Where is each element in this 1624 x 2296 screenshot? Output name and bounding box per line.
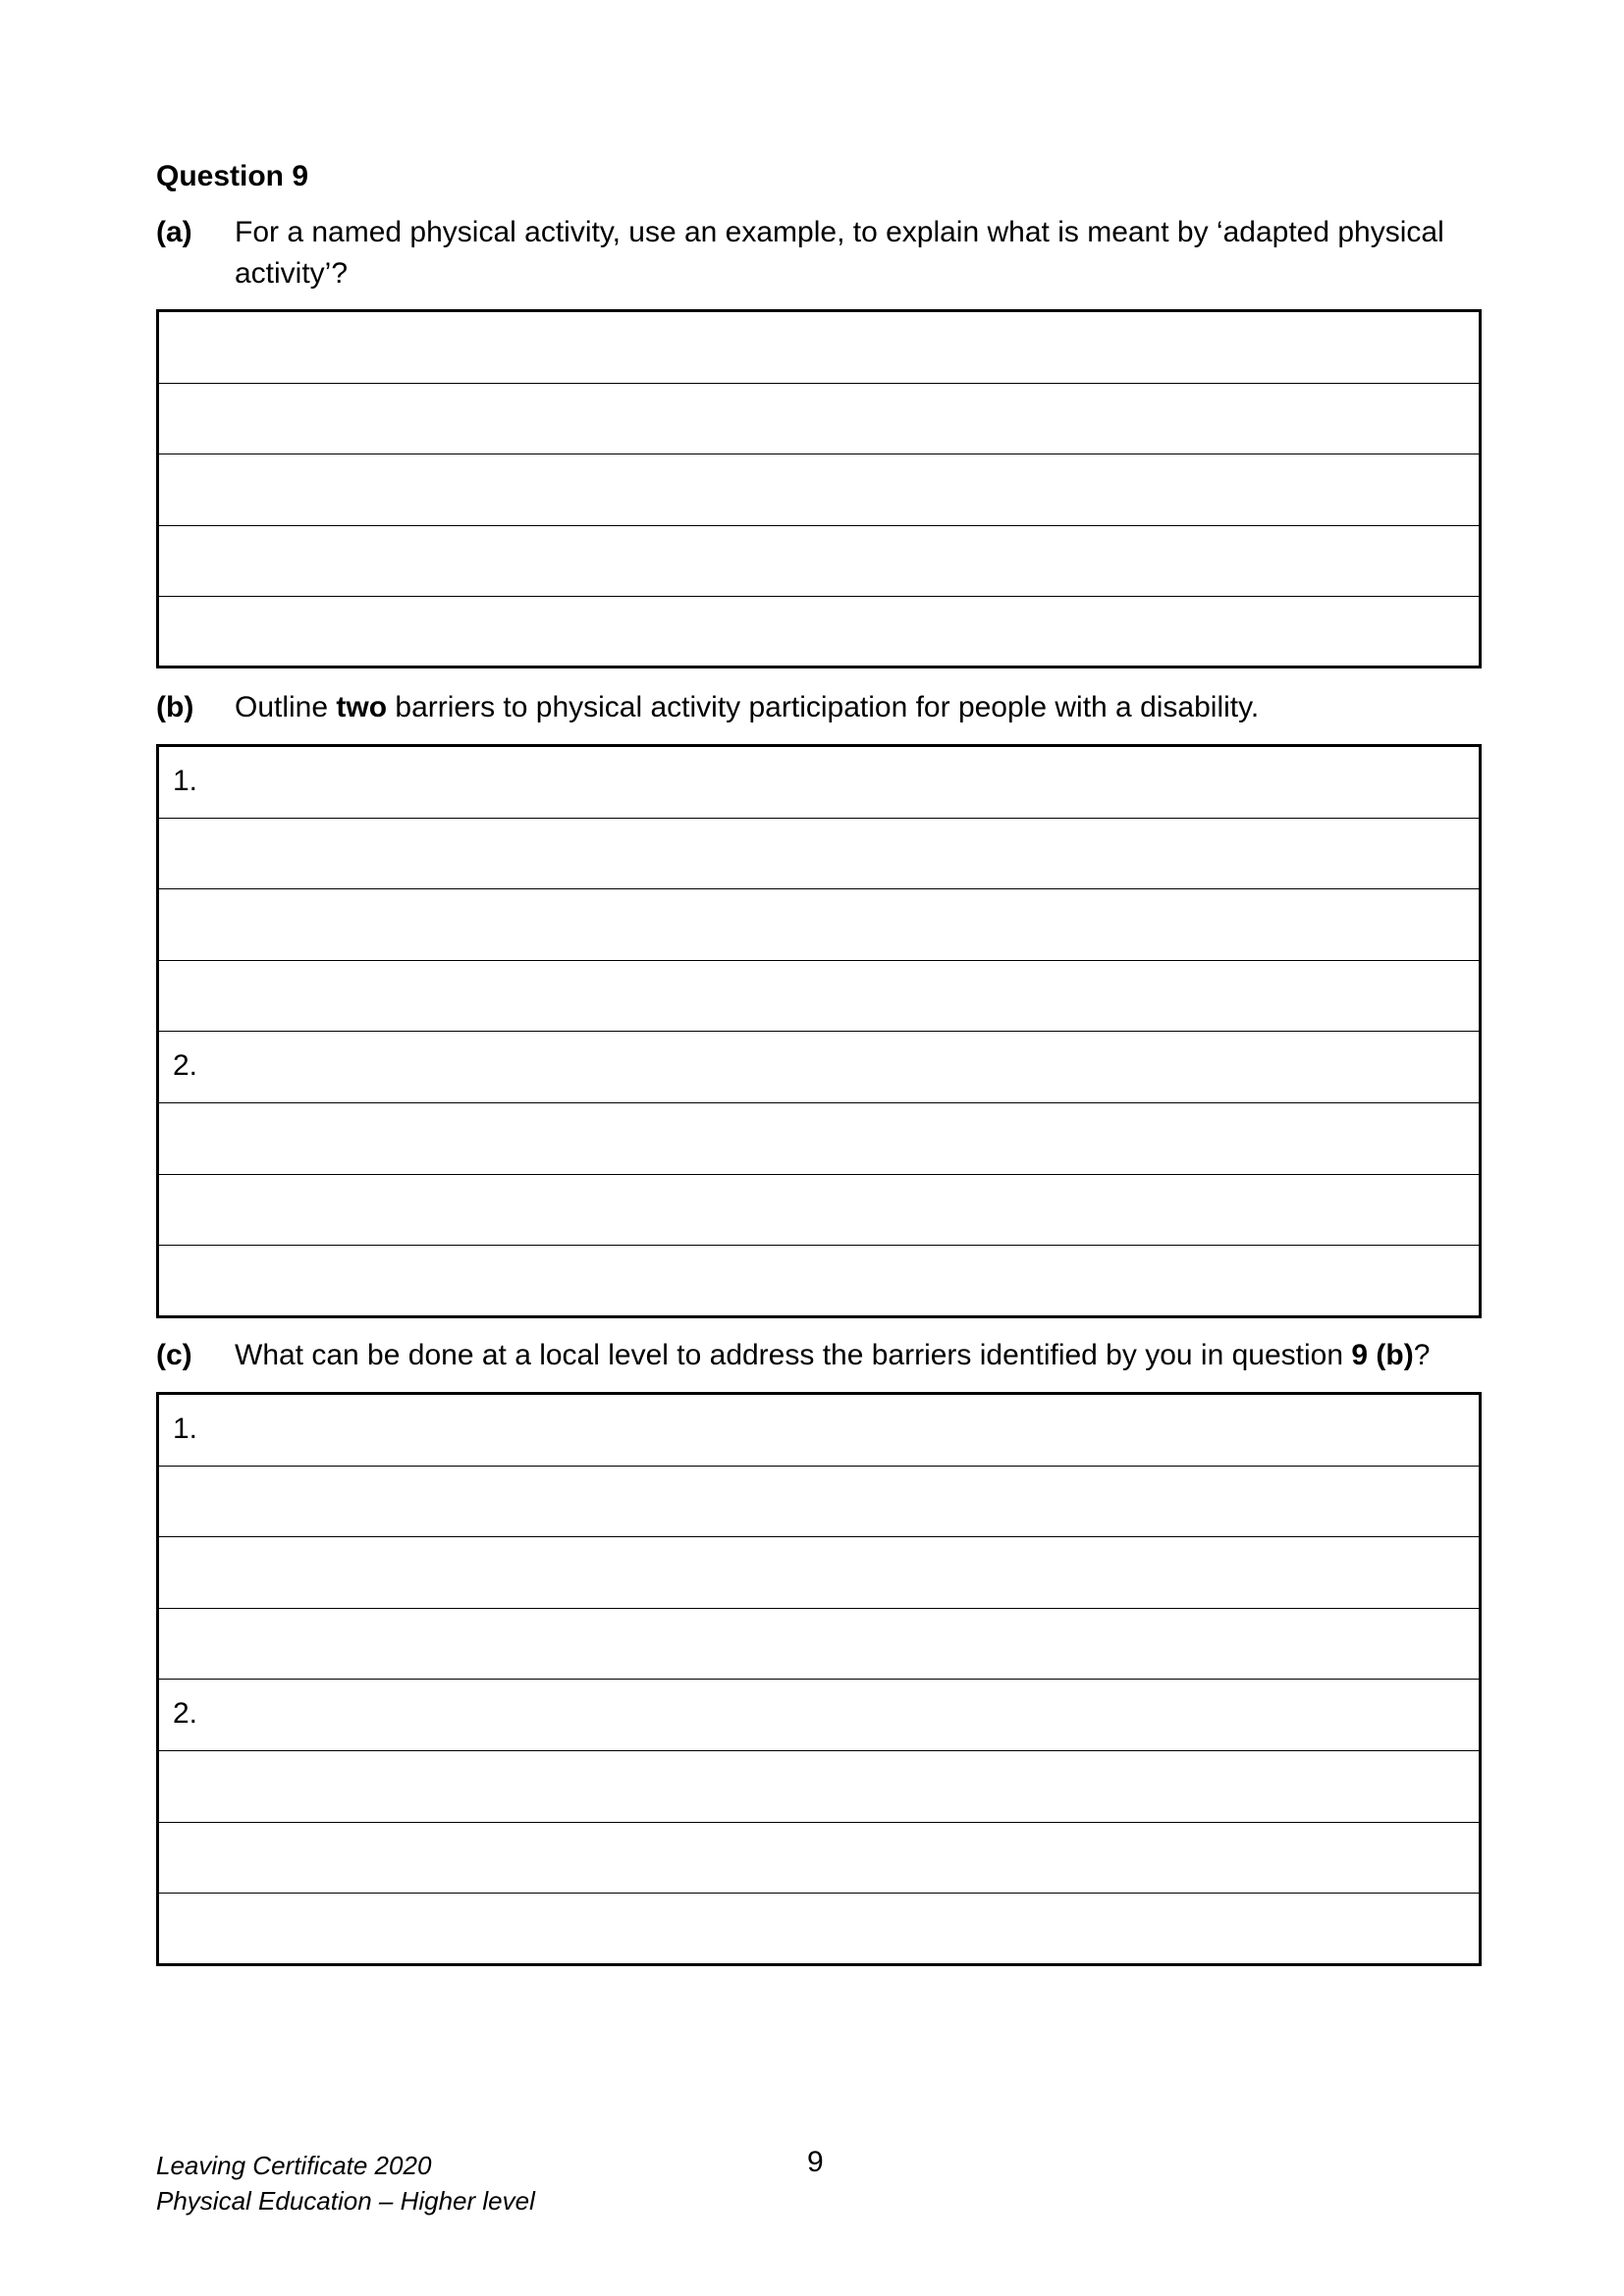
answer-line[interactable] <box>159 1751 1479 1823</box>
part-c-label: (c) <box>156 1339 192 1371</box>
row-number: 2. <box>173 1049 198 1083</box>
answer-line[interactable] <box>159 747 1479 819</box>
answer-line[interactable] <box>159 454 1479 526</box>
answer-line[interactable] <box>159 1175 1479 1247</box>
part-a-text: For a named physical activity, use an example, to explain what is meant by ‘adapted physical activity’? <box>235 216 1444 290</box>
part-c-prompt <box>156 1335 1550 1376</box>
answer-line[interactable] <box>159 1609 1479 1681</box>
answer-line[interactable] <box>159 1246 1479 1317</box>
page-footer <box>156 2148 535 2218</box>
part-c-answer-box[interactable] <box>156 1392 1482 1966</box>
answer-line[interactable] <box>159 1894 1479 1965</box>
part-b-prompt <box>156 687 1550 728</box>
answer-line[interactable] <box>159 384 1479 455</box>
part-a-answer-box[interactable] <box>156 309 1482 668</box>
answer-line[interactable] <box>159 1823 1479 1895</box>
answer-line[interactable] <box>159 1467 1479 1538</box>
answer-line[interactable] <box>159 1103 1479 1175</box>
part-b-answer-box[interactable] <box>156 744 1482 1318</box>
row-number: 1. <box>173 765 198 797</box>
answer-line[interactable] <box>159 526 1479 598</box>
part-a-prompt <box>156 212 1550 294</box>
part-b-text: Outline two barriers to physical activity participation for people with a disability. <box>235 691 1260 723</box>
part-c-text: What can be done at a local level to address the barriers identified by you in question 9 (b)? <box>235 1339 1431 1371</box>
answer-line[interactable] <box>159 889 1479 961</box>
answer-line[interactable] <box>159 312 1479 384</box>
part-b-label: (b) <box>156 691 194 723</box>
footer-exam-title: Leaving Certificate 2020 <box>156 2151 432 2180</box>
answer-line[interactable] <box>159 1680 1479 1751</box>
question-title: Question 9 <box>156 160 309 192</box>
row-number: 1. <box>173 1413 198 1445</box>
answer-line[interactable] <box>159 1032 1479 1103</box>
answer-line[interactable] <box>159 819 1479 890</box>
footer-subject-level: Physical Education – Higher level <box>156 2186 535 2216</box>
answer-line[interactable] <box>159 1395 1479 1467</box>
answer-line[interactable] <box>159 597 1479 668</box>
page-number: 9 <box>807 2146 824 2178</box>
answer-line[interactable] <box>159 961 1479 1033</box>
part-a-label: (a) <box>156 216 192 248</box>
answer-line[interactable] <box>159 1537 1479 1609</box>
row-number: 2. <box>173 1697 198 1731</box>
